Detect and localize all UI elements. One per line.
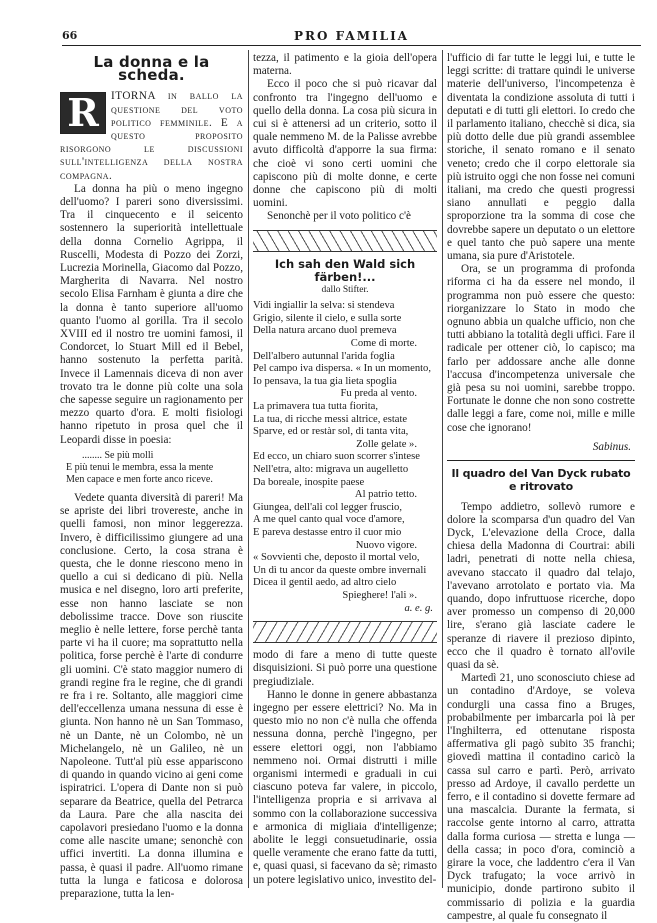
verse-line: ........ Se più molli xyxy=(82,449,154,461)
verse-line: E più tenui le membra, essa la mente xyxy=(66,461,214,473)
poem-line: Zolle gelate ». xyxy=(356,438,417,450)
paragraph: Senonchè per il voto politico c'è xyxy=(267,210,411,223)
column-1 xyxy=(60,52,243,901)
paragraph: Vedete quanta diversità di pareri! Ma se apriste dei libri trovereste, anche in quelli famosi, non minor leggerezza. Invero, è difficilissimo giungere ad una conclusione. Certo, la cosa strana è questa, che le donne riescono meno in quello a cui si dedicano di più. Nella musica e nel disegno, loro arti preferite, esse non hanno lasciate se non debolissime tracce. Dove son riuscite meglio è nelle lettere, forse perchè tanta parte vi ha il cuore; ma soprattutto nella politica, forse perchè è l'arte di condurre gli uomini. C'è stato maggior numero di grandi regine fra le regine, che di grandi re fra i re. Soltanto, alle maggiori cime dell'eccellenza umana nessuna di esse è giunta. Non hanno nè un San Tommaso, nè un Dante, nè un Colombo, nè un Michelangelo, nè un Galileo, nè un Napoleone. Tutt'al più esse appariscono di quando in quando vicino ai geni come ispiratrici. L'opera di Dante non si può separare da Beatrice, quella del Petrarca da Laura. Pare che alla nascita dei capolavori presiedano l'uomo e la donna come alle nascite umane; senonchè con uffici invertiti. La donna illumina e passa, è quasi il padre. All'uomo rimane tutta la lunga e faticosa e dolorosa preparazione, tutta la len- xyxy=(60,491,243,900)
lead-text: ITORNA in ballo la questione del voto politico femminile. E a questo proposito risorgono le discussioni sull'intelligenza della nostra compagna. xyxy=(60,90,243,182)
poem-line: Spieghere! l'ali ». xyxy=(342,589,417,601)
poem-line: La tua, di ricche messi altrice, estate xyxy=(253,413,408,425)
page-number: 66 xyxy=(62,29,78,42)
ornament-band-bottom xyxy=(253,621,437,643)
poem-line: Vidi ingiallir la selva: si stendeva xyxy=(253,300,395,312)
paragraph: tezza, il patimento e la gioia dell'opera materna. xyxy=(253,52,437,78)
verse-line: Men capace e men forte anco riceve. xyxy=(66,473,213,485)
poem-line: Dell'albero autunnal l'arida foglia xyxy=(253,350,395,362)
poem-line: « Sovvienti che, deposto il mortal velo, xyxy=(253,552,420,564)
paragraph: La donna ha più o meno ingegno dell'uomo? I pareri sono diversissimi. Tra il cinquecento e il seicento sostennero la superiorità intellettuale della donna Cornelio Agrippa, il Ruscelli, Modesta di Pozzo dei Zorzi, Lucrezia Morinella, Giacomo dal Pozzo, Margherita di Navarra. Nel nostro secolo Elisa Farnham è giunta a dire che la donna è tanto superiore all'uomo quanto l'uomo al gorilla. Tra il secolo XVIII ed il nostro tre uomini famosi, il Condorcet, lo Stuart Mill ed il Bebel, hanno sostenuto la perfetta parità. Invece il Lamennais diceva di non aver trovato tra le donne più colte una sola che sapesse seguire un ragionamento per mezzo quarto d'ora. E molti fisiologi hanno ripetuto in prosa quel che il Leopardi disse in poesia: xyxy=(60,182,243,446)
column-3 xyxy=(447,52,635,923)
header-rule xyxy=(62,45,641,46)
paragraph: l'ufficio di far tutte le leggi lui, e tutte le leggi scritte: di trattare quindi le universe materie dell'universo, l'incompetenza è diventata la condizione assoluta di tutti i deputati e di tutti gli elettori. Io credo che il parlamento italiano, checchè si dica, sia più dotto delle due più grandi assemblee storiche, il senato romano e il senato veneto; credo che il corpo elettorale sia più istruito oggi che non fosse nei comuni italiani, ma credo che questi progressi siano annullati e peggio dalla sproporzione tra la somma di cose che dovrebbe sapere un deputato o un elettore e quel tanto che può sapere una mente umana, sia pure d'Aristotele. xyxy=(447,52,635,263)
paragraph: Martedì 21, uno sconosciuto chiese ad un contadino d'Ardoye, se voleva condurgli una cassa fino a Bruges, probabilmente per imbarcarla poi là per l'Inghilterra, ed ottenutane risposta affermativa gli pagò subito 35 franchi; giovedì mattina il contadino caricò la cassa sul carro e partì. Però, arrivato presso ad Ardoye, il cavallo perdette un ferro, e il contadino si dovette fermare ad una mascalcia. Durante la fermata, si raccolse gente intorno al carro, attratta dalla forma curiosa — stretta e lunga — della cassa; in poco d'ora, cominciò a girare la voce, che laddentro c'era il Van Dyck trafugato; la voce arrivò in municipio, donde partirono subito il commissario di polizia e la guardia campestre, al quale fu consegnato il xyxy=(447,672,635,922)
poem-line: E pareva destasse entro il cuor mio xyxy=(253,526,402,538)
poem-line: Al patrio tetto. xyxy=(354,489,417,501)
poem-line: Giungea, dell'ali col legger fruscio, xyxy=(253,501,402,513)
poem-line: Come di morte. xyxy=(350,338,417,350)
leopardi-quote xyxy=(60,450,243,486)
poem-line: Nuovo vigore. xyxy=(355,539,417,551)
poem-line: Io pensava, la tua gia lieta spoglia xyxy=(253,375,397,387)
ornament-band-top xyxy=(253,230,437,252)
poem-line: Dicea il gentil aedo, ad altro cielo xyxy=(253,577,397,589)
poem-line: Sparve, ed or restàr sol, di tanta vita, xyxy=(253,426,409,438)
journal-title: PRO FAMILIA xyxy=(293,29,409,43)
paragraph: Ecco il poco che si può ricavar dal confronto tra l'ingegno dell'uomo e quello della donna. La cosa più sicura in cui si è attenersi ad un criterio, sotto il quale nemmeno M. de la Palisse avrebbe avuto difficoltà d'apporre la sua firma: che cioè vi sono certi uomini che capiscono più di molte donne, e certe donne che capiscono più di molti uomini. xyxy=(253,78,437,210)
section-separator xyxy=(447,460,635,461)
poem-line: Pel campo iva dispersa. « In un momento, xyxy=(253,363,431,375)
poem-line: Grigio, silente il cielo, e sulla sorte xyxy=(253,312,402,324)
poem xyxy=(253,300,437,615)
paragraph: Tempo addietro, sollevò rumore e dolore la scomparsa d'un quadro del Van Dyck, L'elevazione della Croce, dalla chiesa della Madonna di Courtrai: abili ladri, penetrati di notte nella chiesa, avevano staccato il quadro dal telajo, l'avevano arrotolato e portato via. Ma quando, dopo infruttuose ricerche, dopo aver promesso un compenso di 20,000 lire, s'erano già lasciate cadere le speranze di riavere il prezioso dipinto, ecco che il quadro è tornato all'ovile quasi da sè. xyxy=(447,500,635,671)
paragraph: modo di fare a meno di tutte queste disquisizioni. Si può porre una questione pregiudiziale. xyxy=(253,649,437,688)
poem-signature: a. e. g. xyxy=(404,602,433,614)
author-signature: Sabinus. xyxy=(592,440,631,453)
poem-line: A me quel canto qual voce d'amore, xyxy=(253,514,405,526)
article-title-2: Il quadro del Van Dyck rubato e ritrovato xyxy=(451,467,631,494)
drop-cap: R xyxy=(60,92,106,134)
poem-line: Ed ecco, un chiaro suon scorrer s'intese xyxy=(253,451,420,463)
running-header xyxy=(62,29,641,45)
column-2 xyxy=(253,52,437,887)
poem-subtitle: dallo Stifter. xyxy=(321,285,369,296)
paragraph: Ora, se un programma di profonda riforma ci ha da essere nel mondo, il programma non può essere che questo: riorganizzare lo Stato in modo che ognuno abbia un qualche ufficio, non che tutti abbiano la totalità degli uffici. Fare il radicale per ottener ciò, lo capisco; ma farlo per addossare anche alle donne l'accusa d'incompetenza universale che già pesa su noi uomini, sarebbe troppo. Fortunate le donne che non sono costrette dalle leggi a fare, come noi, mille e mille cose che ignorano! xyxy=(447,263,635,434)
poem-line: Un dì tu ancor da queste ombre invernali xyxy=(253,564,427,576)
paragraph: Hanno le donne in genere abbastanza ingegno per essere elettrici? No. Ma in questo mio no non c'è nulla che offenda nessuna donna, perchè l'ingegno, per essere elettori oggi, non l'abbiamo nemmeno noi. Ormai distrutti i mille organismi intermedi e graduali in cui ciascuno poteva far valere, in piccolo, l'intelligenza propria e si arrivava al sommo con la collaborazione successiva e armonica di migliaia d'intelligenze; abolite le leggi consuetudinarie, ossia quelle veramente che erano fatte da tutti, e, quasi quasi, si facevano da sè; rimasto un potere legislativo unico, investito del- xyxy=(253,688,437,886)
poem-line: La primavera tua tutta fiorita, xyxy=(253,401,379,412)
poem-line: Della natura arcano duol premeva xyxy=(253,325,397,337)
column-rule-2 xyxy=(442,50,443,888)
poem-line: Da boreale, inospite paese xyxy=(253,476,365,488)
article-lead xyxy=(60,90,243,182)
poem-line: Fu preda al vento. xyxy=(340,388,417,400)
column-rule-1 xyxy=(248,50,249,888)
article-title: La donna e la scheda. xyxy=(93,53,210,85)
poem-title: Ich sah den Wald sich färben!... xyxy=(274,256,416,284)
poem-line: Nell'etra, alto: migrava un augelletto xyxy=(253,463,409,475)
